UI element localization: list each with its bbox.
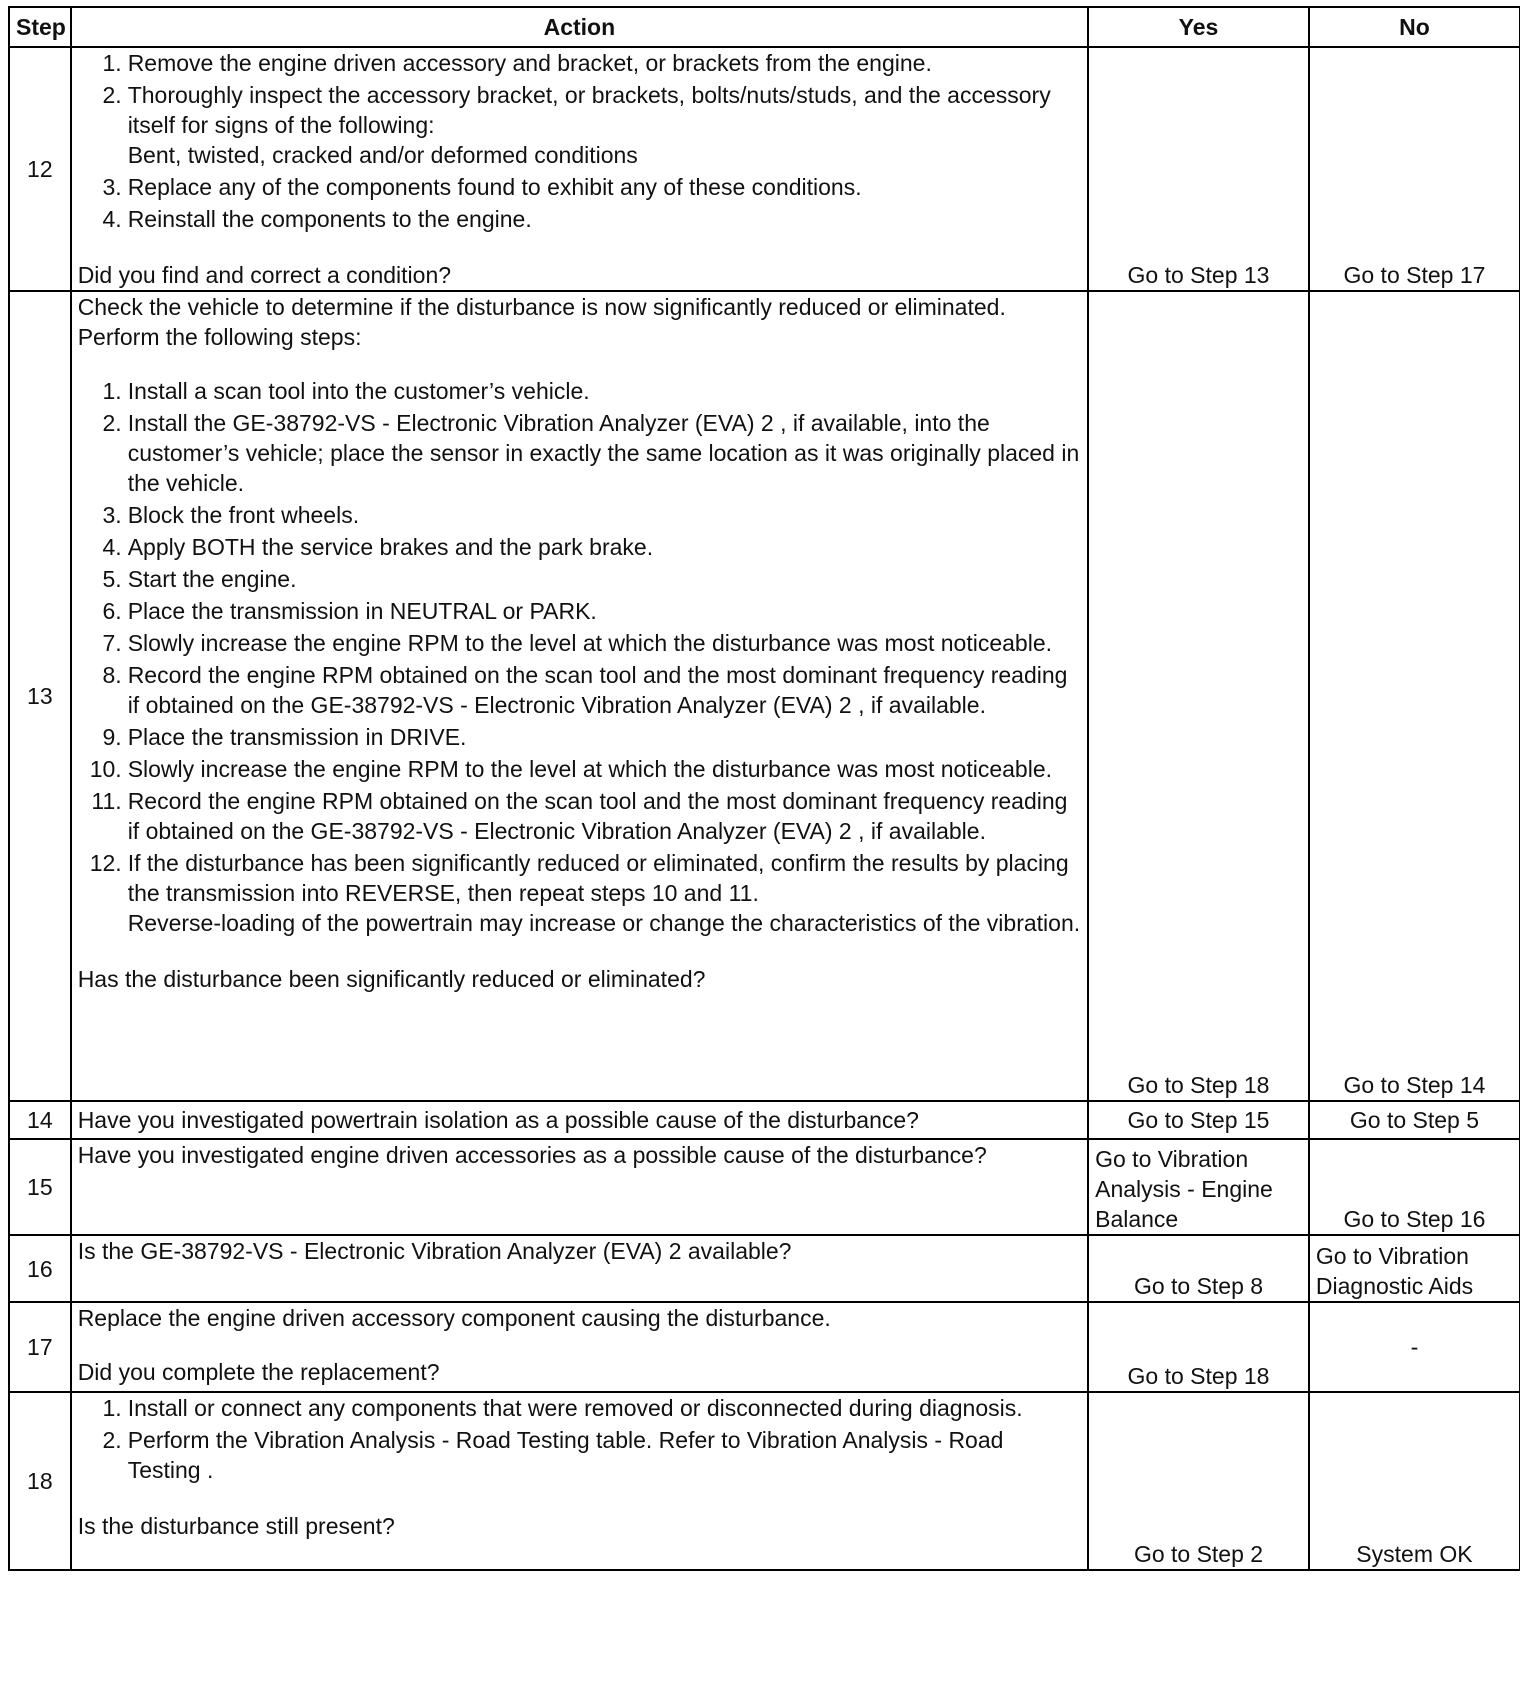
question: Did you complete the replacement?: [77, 1359, 440, 1385]
list-item: 4. Reinstall the components to the engine.: [102, 206, 532, 232]
list-item: 6. Place the transmission in NEUTRAL or PARK.: [102, 598, 597, 624]
no-result: -: [1309, 1302, 1520, 1392]
question: Has the disturbance been significantly reduced or eliminated?: [77, 966, 706, 992]
list-item: 5. Start the engine.: [102, 566, 297, 592]
list-item: 3. Replace any of the components found to exhibit any of these conditions.: [102, 174, 862, 200]
table-row-step-15: [9, 1139, 1520, 1235]
table-row-step-17: [9, 1302, 1520, 1392]
intro-text: Replace the engine driven accessory component causing the disturbance.: [77, 1305, 831, 1331]
table-row-step-12: [9, 47, 1520, 291]
question: Is the GE-38792-VS - Electronic Vibration Analyzer (EVA) 2 available?: [77, 1238, 792, 1264]
list-item: 1. Install a scan tool into the customer’s vehicle.: [102, 378, 590, 404]
step-number: 12: [9, 47, 71, 291]
no-result: Go to Step 17: [1309, 47, 1520, 291]
header-no: No: [1309, 7, 1520, 47]
list-item: 10. Slowly increase the engine RPM to the level at which the disturbance was most noticeable.: [89, 756, 1053, 782]
list-item: 2. Perform the Vibration Analysis - Road Testing table. Refer to Vibration Analysis - Road Testing .: [102, 1427, 1004, 1483]
header-yes: Yes: [1088, 7, 1309, 47]
question: Did you find and correct a condition?: [77, 262, 452, 288]
action-list: [78, 376, 1081, 938]
question: Have you investigated powertrain isolation as a possible cause of the disturbance?: [77, 1107, 919, 1133]
list-item: 1. Remove the engine driven accessory and bracket, or brackets from the engine.: [102, 50, 932, 76]
table-row-step-18: [9, 1392, 1520, 1570]
action-cell: [71, 1235, 1088, 1302]
list-item: 9. Place the transmission in DRIVE.: [102, 724, 467, 750]
step-number: 14: [9, 1101, 71, 1139]
no-result: System OK: [1309, 1392, 1520, 1570]
action-cell: [71, 1392, 1088, 1570]
step-number: 17: [9, 1302, 71, 1392]
list-item: 2. Install the GE-38792-VS - Electronic Vibration Analyzer (EVA) 2 , if available, into the customer’s vehicle; place the sensor in exactly the same location as it was originally placed in the vehicle.: [102, 410, 1080, 496]
list-item: 2. Thoroughly inspect the accessory bracket, or brackets, bolts/nuts/studs, and the accessory itself for signs of the following: Bent, twisted, cracked and/or deformed conditions: [102, 82, 1051, 168]
header-step: Step: [9, 7, 71, 47]
yes-result: Go to Step 18: [1088, 1302, 1309, 1392]
yes-result: Go to Vibration Analysis - Engine Balance: [1088, 1139, 1309, 1235]
list-item: 8. Record the engine RPM obtained on the scan tool and the most dominant frequency reading if obtained on the GE-38792-VS - Electronic Vibration Analyzer (EVA) 2 , if available.: [102, 662, 1068, 718]
list-item: 12. If the disturbance has been significantly reduced or eliminated, confirm the results by placing the transmission into REVERSE, then repeat steps 10 and 11. Reverse-loading of the powertrain may increase or change the characteristics of the vibration.: [89, 850, 1081, 936]
yes-result: Go to Step 15: [1088, 1101, 1309, 1139]
action-list: [78, 48, 1081, 234]
yes-result: Go to Step 18: [1088, 291, 1309, 1101]
action-cell: [71, 1302, 1088, 1392]
list-item: 11. Record the engine RPM obtained on the scan tool and the most dominant frequency reading if obtained on the GE-38792-VS - Electronic Vibration Analyzer (EVA) 2 , if available.: [91, 788, 1068, 844]
action-list: [78, 1393, 1081, 1485]
no-result: Go to Vibration Diagnostic Aids: [1309, 1235, 1520, 1302]
list-item: 4. Apply BOTH the service brakes and the park brake.: [102, 534, 654, 560]
list-item: 1. Install or connect any components that were removed or disconnected during diagnosis.: [102, 1395, 1023, 1421]
step-number: 16: [9, 1235, 71, 1302]
header-row: [9, 7, 1520, 47]
no-result: Go to Step 5: [1309, 1101, 1520, 1139]
action-cell: [71, 1101, 1088, 1139]
intro-text: Check the vehicle to determine if the disturbance is now significantly reduced or eliminated. Perform the following steps:: [77, 294, 1006, 350]
yes-result: Go to Step 8: [1088, 1235, 1309, 1302]
header-action: Action: [71, 7, 1088, 47]
step-number: 18: [9, 1392, 71, 1570]
table-row-step-14: [9, 1101, 1520, 1139]
question: Have you investigated engine driven accessories as a possible cause of the disturbance?: [77, 1142, 987, 1168]
table-row-step-16: [9, 1235, 1520, 1302]
list-item: 3. Block the front wheels.: [102, 502, 360, 528]
diagnostic-table: [8, 6, 1520, 1571]
no-result: Go to Step 14: [1309, 291, 1520, 1101]
question: Is the disturbance still present?: [77, 1513, 395, 1539]
step-number: 13: [9, 291, 71, 1101]
action-cell: [71, 291, 1088, 1101]
yes-result: Go to Step 2: [1088, 1392, 1309, 1570]
action-cell: [71, 1139, 1088, 1235]
step-number: 15: [9, 1139, 71, 1235]
list-item: 7. Slowly increase the engine RPM to the level at which the disturbance was most noticeable.: [102, 630, 1053, 656]
no-result: Go to Step 16: [1309, 1139, 1520, 1235]
table-row-step-13: [9, 291, 1520, 1101]
action-cell: [71, 47, 1088, 291]
yes-result: Go to Step 13: [1088, 47, 1309, 291]
